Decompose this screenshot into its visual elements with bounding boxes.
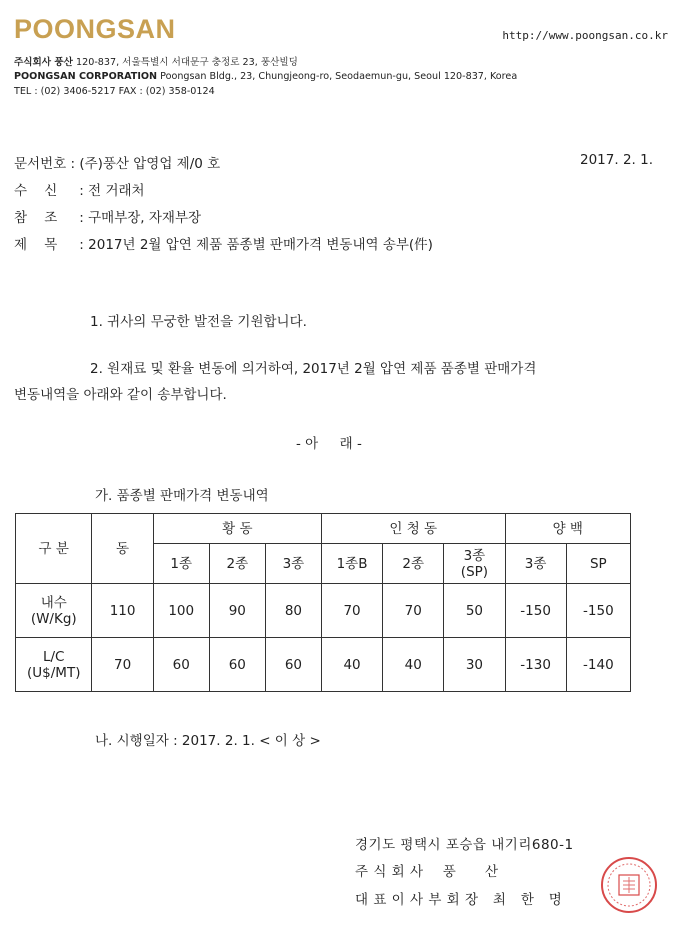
table-cell: 70 bbox=[321, 584, 382, 638]
sub-header-brass-1: 1종 bbox=[153, 544, 209, 584]
company-address-korean bbox=[14, 54, 298, 68]
paragraph-2-line-1: 2. 원재료 및 환율 변동에 의거하여, 2017년 2월 압연 제품 품종별 판매가격 bbox=[90, 361, 537, 377]
recipient-label: 수 신 bbox=[14, 183, 58, 199]
table-cell: 60 bbox=[209, 638, 265, 692]
signature-ceo: 대 표 이 사 부 회 장 최 한 명 bbox=[355, 892, 563, 908]
company-address-english bbox=[14, 71, 517, 82]
row-label-line-2: (W/Kg) bbox=[30, 610, 77, 627]
sub-header-phosphor-3: 3종 bbox=[463, 547, 486, 564]
doc-number-value: (주)풍산 압영업 제/0 호 bbox=[79, 156, 221, 172]
table-cell: 90 bbox=[209, 584, 265, 638]
table-cell: 50 bbox=[444, 584, 505, 638]
table-cell: 60 bbox=[265, 638, 321, 692]
table-cell: 30 bbox=[444, 638, 505, 692]
table-cell: -130 bbox=[505, 638, 566, 692]
table-cell: 70 bbox=[383, 584, 444, 638]
signature-company: 주 식 회 사 풍 산 bbox=[355, 864, 499, 880]
table-cell: 110 bbox=[92, 584, 153, 638]
section-b-effective-date: 나. 시행일자 : 2017. 2. 1. < 이 상 > bbox=[95, 733, 321, 749]
table-cell: 40 bbox=[321, 638, 382, 692]
paragraph-1: 1. 귀사의 무궁한 발전을 기원합니다. bbox=[90, 314, 307, 330]
table-cell: 80 bbox=[265, 584, 321, 638]
paragraph-2-line-2: 변동내역을 아래와 같이 송부합니다. bbox=[14, 387, 227, 403]
subject-row: 제 목 : 2017년 2월 압연 제품 품종별 판매가격 변동내역 송부(件) bbox=[14, 233, 433, 253]
company-seal-stamp bbox=[599, 855, 659, 915]
row-label-line-2: (U$/MT) bbox=[27, 664, 81, 681]
row-label-line-1: 내수 bbox=[40, 594, 67, 611]
table-cell: -150 bbox=[566, 584, 630, 638]
sub-header-brass-2: 2종 bbox=[209, 544, 265, 584]
table-row bbox=[16, 638, 631, 692]
doc-number-row: 문서번호 : (주)풍산 압영업 제/0 호 bbox=[14, 156, 221, 172]
table-cell: 40 bbox=[383, 638, 444, 692]
sub-header-nickel-3: 3종 bbox=[505, 544, 566, 584]
table-cell: 100 bbox=[153, 584, 209, 638]
header-category: 구 분 bbox=[16, 514, 92, 584]
table-cell: -140 bbox=[566, 638, 630, 692]
row-label-lc bbox=[16, 638, 92, 692]
price-change-table bbox=[15, 513, 631, 692]
header-copper: 동 bbox=[92, 514, 153, 584]
sub-header-phosphor-sp: (SP) bbox=[460, 563, 489, 580]
sub-header-brass-3: 3종 bbox=[265, 544, 321, 584]
recipient-value: 전 거래처 bbox=[88, 183, 145, 199]
signature-address: 경기도 평택시 포승읍 내기리680-1 bbox=[355, 837, 574, 853]
subject-label: 제 목 bbox=[14, 237, 58, 253]
sub-header-phosphor-3sp bbox=[444, 544, 505, 584]
center-heading: - 아 래 - bbox=[296, 436, 362, 452]
subject-value: 2017년 2월 압연 제품 품종별 판매가격 변동내역 송부(件) bbox=[88, 237, 433, 253]
sub-header-nickel-sp: SP bbox=[566, 544, 630, 584]
table-cell: 60 bbox=[153, 638, 209, 692]
table-row bbox=[16, 584, 631, 638]
company-phone-fax: TEL : (02) 3406-5217 FAX : (02) 358-0124 bbox=[14, 86, 215, 97]
sub-header-phosphor-1b: 1종B bbox=[321, 544, 382, 584]
reference-row: 참 조 : 구매부장, 자재부장 bbox=[14, 206, 201, 226]
header-nickel-silver: 양 백 bbox=[505, 514, 630, 544]
doc-number-label: 문서번호 bbox=[14, 156, 67, 172]
sub-header-phosphor-2: 2종 bbox=[383, 544, 444, 584]
company-logo: POONGSAN bbox=[14, 14, 176, 44]
doc-date: 2017. 2. 1. bbox=[580, 152, 653, 168]
table-cell: 70 bbox=[92, 638, 153, 692]
recipient-row: 수 신 : 전 거래처 bbox=[14, 179, 145, 199]
table-cell: -150 bbox=[505, 584, 566, 638]
row-label-domestic bbox=[16, 584, 92, 638]
company-url: http://www.poongsan.co.kr bbox=[502, 29, 668, 42]
address-korean: 120-837, 서울특별시 서대문구 충정로 23, 풍산빌딩 bbox=[72, 57, 298, 68]
company-name-korean: 주식회사 풍산 bbox=[14, 57, 73, 68]
row-label-line-1: L/C bbox=[42, 648, 65, 665]
reference-value: 구매부장, 자재부장 bbox=[88, 210, 202, 226]
header-brass: 황 동 bbox=[153, 514, 321, 544]
company-name-english: POONGSAN CORPORATION bbox=[14, 71, 158, 82]
address-english: Poongsan Bldg., 23, Chungjeong-ro, Seodaemun-gu, Seoul 120-837, Korea bbox=[157, 71, 518, 82]
section-a-heading: 가. 품종별 판매가격 변동내역 bbox=[95, 488, 269, 504]
header-phosphor-bronze: 인 청 동 bbox=[321, 514, 505, 544]
reference-label: 참 조 bbox=[14, 210, 58, 226]
